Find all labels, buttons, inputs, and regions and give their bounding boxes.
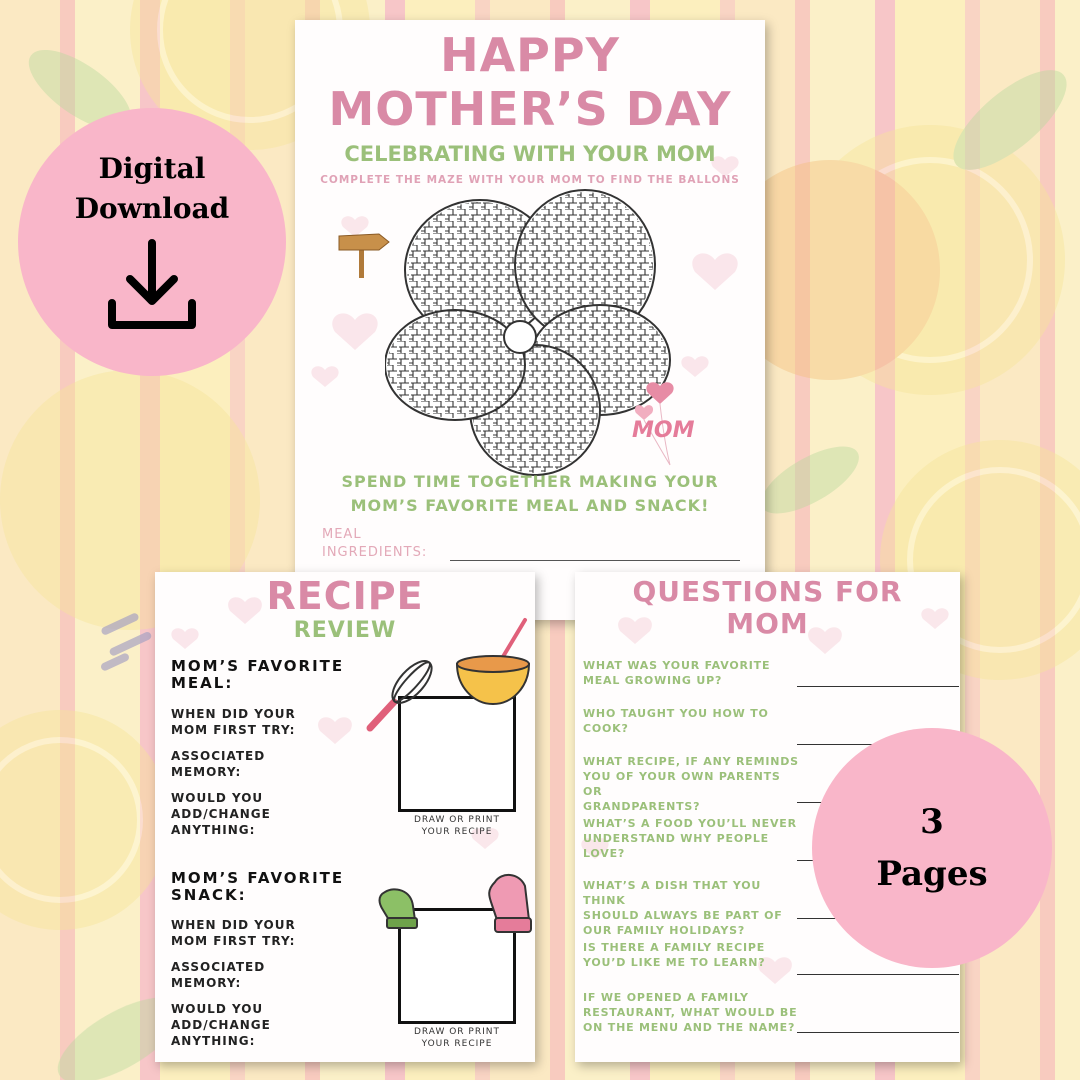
snack-q2-line2: MEMORY:	[171, 976, 242, 990]
meal-first-try-label	[171, 706, 296, 738]
question-line: SHOULD ALWAYS BE PART OF	[583, 909, 783, 922]
meal-q1-line2: MOM FIRST TRY:	[171, 723, 296, 737]
answer-line	[797, 1032, 959, 1033]
favorite-meal-heading-line1: MOM’S FAVORITE	[171, 657, 345, 675]
question-item	[583, 990, 803, 1035]
download-icon	[102, 235, 202, 335]
question-item	[583, 658, 803, 688]
answer-line	[797, 974, 959, 975]
maze-instruction: COMPLETE THE MAZE WITH YOUR MOM TO FIND THE BALLONS	[320, 174, 740, 186]
digital-download-badge	[18, 108, 286, 376]
meal-instruction	[295, 470, 765, 518]
favorite-snack-heading-line2: SNACK:	[171, 886, 247, 904]
meal-q2-line1: ASSOCIATED	[171, 749, 266, 763]
mixing-bowl-icon	[453, 616, 533, 712]
whisk-icon	[360, 656, 440, 736]
pink-mitt-icon	[483, 872, 535, 944]
leaf-decoration	[751, 433, 868, 526]
badge-text-download: Download	[74, 192, 230, 225]
answer-line	[797, 686, 959, 687]
favorite-meal-heading	[171, 658, 344, 692]
question-line: IF WE OPENED A FAMILY	[583, 991, 749, 1004]
meal-caption-line1: DRAW OR PRINT	[413, 815, 500, 825]
meal-q3-line2: ADD/CHANGE	[171, 807, 271, 821]
questions-title	[575, 576, 960, 640]
page-title-line2: MOTHER’S DAY	[328, 82, 732, 136]
badge-page-count: 3	[920, 802, 944, 842]
meal-ingredients-label	[322, 526, 427, 562]
badge-text-digital: Digital	[98, 152, 206, 185]
question-line: LOVE?	[583, 847, 626, 860]
balloon-label: MOM	[632, 418, 695, 443]
question-line: RESTAURANT, WHAT WOULD BE	[583, 1006, 798, 1019]
favorite-meal-heading-line2: MEAL:	[171, 674, 234, 692]
meal-q2-line2: MEMORY:	[171, 765, 242, 779]
meal-drawing-caption	[398, 814, 516, 838]
question-line: IS THERE A FAMILY RECIPE	[583, 941, 766, 954]
question-item	[583, 940, 803, 970]
meal-q3-line1: WOULD YOU	[171, 791, 264, 805]
meal-q3-line3: ANYTHING:	[171, 823, 256, 837]
meal-q1-line1: WHEN DID YOUR	[171, 707, 296, 721]
question-item	[583, 754, 803, 814]
meal-instruction-line2: MOM’S FAVORITE MEAL AND SNACK!	[350, 496, 710, 515]
question-line: YOU OF YOUR OWN PARENTS OR	[583, 770, 781, 798]
question-item	[583, 706, 803, 736]
question-line: COOK?	[583, 722, 629, 735]
page-count-badge	[812, 728, 1052, 968]
meal-ingredients-line	[450, 560, 740, 561]
question-line: UNDERSTAND WHY PEOPLE	[583, 832, 769, 845]
snack-q2-line1: ASSOCIATED	[171, 960, 266, 974]
badge-pages-label: Pages	[876, 854, 988, 894]
questions-title-line2: MOM	[726, 607, 809, 640]
recipe-subtitle: REVIEW	[293, 618, 397, 643]
question-line: WHAT’S A FOOD YOU’LL NEVER	[583, 817, 797, 830]
mom-balloon-icon	[630, 380, 720, 474]
favorite-snack-heading	[171, 870, 344, 904]
snack-q3-line1: WOULD YOU	[171, 1002, 264, 1016]
meal-caption-line2: YOUR RECIPE	[421, 827, 493, 837]
recipe-title: RECIPE	[266, 574, 424, 618]
question-item	[583, 816, 803, 861]
snack-change-label	[171, 1001, 271, 1049]
question-line: MEAL GROWING UP?	[583, 674, 723, 687]
questions-title-line1: QUESTIONS FOR	[632, 575, 903, 608]
question-line: WHAT RECIPE, IF ANY REMINDS	[583, 755, 799, 768]
question-line: YOU’D LIKE ME TO LEARN?	[583, 956, 766, 969]
meal-instruction-line1: SPEND TIME TOGETHER MAKING YOUR	[341, 472, 719, 491]
meal-label-line1: MEAL	[322, 527, 362, 542]
meal-change-label	[171, 790, 271, 838]
question-item	[583, 878, 803, 938]
question-line: OUR FAMILY HOLIDAYS?	[583, 924, 745, 937]
snack-q1-line1: WHEN DID YOUR	[171, 918, 296, 932]
question-line: WHO TAUGHT YOU HOW TO	[583, 707, 769, 720]
question-line: GRANDPARENTS?	[583, 800, 701, 813]
question-line: WHAT WAS YOUR FAVORITE	[583, 659, 771, 672]
mothers-day-maze-page	[295, 20, 765, 620]
snack-caption-line2: YOUR RECIPE	[421, 1039, 493, 1049]
snack-q3-line2: ADD/CHANGE	[171, 1018, 271, 1032]
snack-first-try-label	[171, 917, 296, 949]
question-line: WHAT’S A DISH THAT YOU THINK	[583, 879, 762, 907]
question-line: ON THE MENU AND THE NAME?	[583, 1021, 796, 1034]
recipe-review-page	[155, 572, 535, 1062]
snack-q3-line3: ANYTHING:	[171, 1034, 256, 1048]
wooden-sign-icon	[335, 230, 391, 280]
page-subtitle: CELEBRATING WITH YOUR MOM	[344, 142, 716, 166]
snack-memory-label	[171, 959, 265, 991]
snack-caption-line1: DRAW OR PRINT	[413, 1027, 500, 1037]
snack-q1-line2: MOM FIRST TRY:	[171, 934, 296, 948]
page-title-line1: HAPPY	[440, 28, 620, 82]
meal-memory-label	[171, 748, 265, 780]
snack-drawing-caption	[398, 1026, 516, 1050]
green-mitt-icon	[377, 886, 423, 932]
meal-label-line2: INGREDIENTS:	[322, 545, 428, 560]
favorite-snack-heading-line1: MOM’S FAVORITE	[171, 869, 345, 887]
